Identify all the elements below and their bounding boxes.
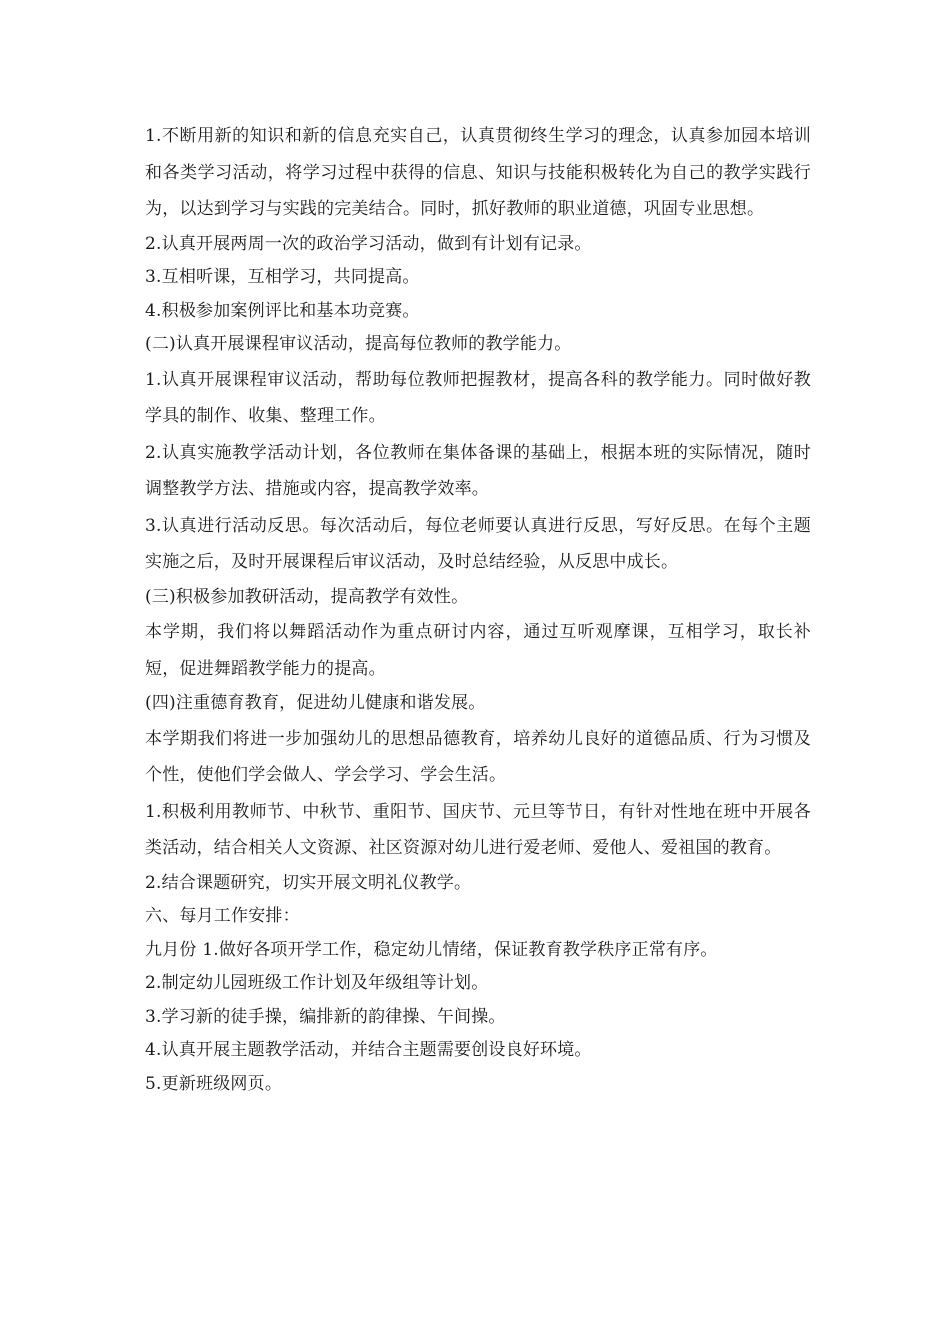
- section-heading: (四)注重德育教育，促进幼儿健康和谐发展。: [145, 693, 486, 713]
- paragraph: 1.积极利用教师节、中秋节、重阳节、国庆节、元旦等节日，有针对性地在班中开展各类活动，结合相关人文资源、社区资源对幼儿进行爱老师、爱他人、爱祖国的教育。: [145, 801, 811, 858]
- paragraph: 本学期，我们将以舞蹈活动作为重点研讨内容，通过互听观摩课，互相学习，取长补短，促进舞蹈教学能力的提高。: [145, 622, 811, 679]
- section-heading: (二)认真开展课程审议活动，提高每位教师的教学能力。: [145, 334, 572, 354]
- paragraph: 3.互相听课，互相学习，共同提高。: [145, 267, 420, 287]
- paragraph: 2.认真实施教学活动计划，各位教师在集体备课的基础上，根据本班的实际情况，随时调整教学方法、措施或内容，提高教学效率。: [145, 442, 811, 499]
- document-page: [145, 118, 811, 1101]
- paragraph: 1.不断用新的知识和新的信息充实自己，认真贯彻终生学习的理念，认真参加园本培训和各类学习活动，将学习过程中获得的信息、知识与技能积极转化为自己的教学实践行为，以达到学习与实践的完美结合。同时，抓好教师的职业道德，巩固专业思想。: [145, 126, 811, 219]
- section-heading: 六、每月工作安排：: [145, 906, 300, 926]
- paragraph: 4.积极参加案例评比和基本功竞赛。: [145, 300, 420, 321]
- paragraph: 4.认真开展主题教学活动，并结合主题需要创设良好环境。: [145, 1040, 592, 1060]
- paragraph: 1.认真开展课程审议活动，帮助每位教师把握教材，提高各科的教学能力。同时做好教学具的制作、收集、整理工作。: [145, 369, 811, 426]
- paragraph: 2.认真开展两周一次的政治学习活动，做到有计划有记录。: [145, 233, 592, 254]
- paragraph: 3.学习新的徒手操，编排新的韵律操、午间操。: [145, 1006, 506, 1027]
- section-heading: (三)积极参加教研活动，提高教学有效性。: [145, 586, 469, 607]
- paragraph: 本学期我们将进一步加强幼儿的思想品德教育，培养幼儿良好的道德品质、行为习惯及个性，使他们学会做人、学会学习、学会生活。: [145, 728, 811, 785]
- paragraph: 2.结合课题研究，切实开展文明礼仪教学。: [145, 872, 472, 893]
- paragraph: 5.更新班级网页。: [145, 1073, 283, 1094]
- paragraph: 九月份 1.做好各项开学工作，稳定幼儿情绪，保证教育教学秩序正常有序。: [145, 939, 718, 960]
- paragraph: 3.认真进行活动反思。每次活动后，每位老师要认真进行反思，写好反思。在每个主题实施之后，及时开展课程后审议活动，及时总结经验，从反思中成长。: [145, 515, 811, 572]
- paragraph: 2.制定幼儿园班级工作计划及年级组等计划。: [145, 973, 489, 993]
